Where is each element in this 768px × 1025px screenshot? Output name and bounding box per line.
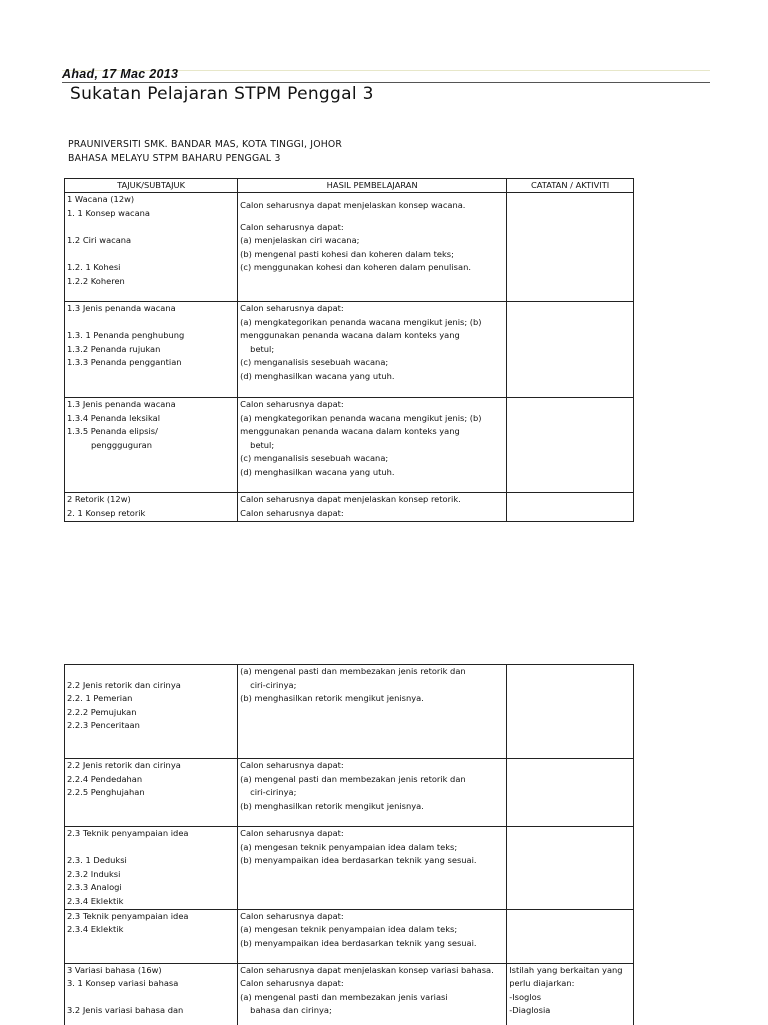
outcome-line: ciri-cirinya; [250,679,297,690]
topic-line: 1.2.2 Koheren [67,275,125,286]
outcome-line: betul; [250,439,275,450]
page-title: Sukatan Pelajaran STPM Penggal 3 [70,84,374,104]
topic-line: 1.2 Ciri wacana [67,234,132,245]
notes-cell [507,302,634,398]
outcome-line: (a) mengesan teknik penyampaian idea dalam teks; [240,924,458,935]
outcome-line: Calon seharusnya dapat: [240,303,344,313]
header-topic: TAJUK/SUBTAJUK [65,179,238,193]
outcome-line: betul; [250,343,275,354]
outcome-cell [238,493,507,522]
outcome-cell [238,302,507,398]
topic-line: 2.2.3 Penceritaan [67,720,140,731]
header-notes: CATATAN / AKTIVITI [507,179,634,193]
topic-line: 2.3.2 Induksi [67,868,121,879]
topic-line: 2.3.4 Eklektik [67,924,124,935]
topic-line: 2.3 Teknik penyampaian idea [67,828,189,838]
notes-cell [507,493,634,522]
topic-line: 1. 1 Konsep wacana [67,207,151,218]
notes-line: Istilah yang berkaitan yang [509,964,623,975]
outcome-line: (a) mengkategorikan penanda wacana mengikut jenis; (b) [240,316,482,327]
outcome-line: Calon seharusnya dapat menjelaskan konsep variasi bahasa. [240,964,494,975]
header-outcome: HASIL PEMBELAJARAN [238,179,507,193]
table-row [65,963,634,1025]
outcome-line: menggunakan penanda wacana dalam konteks yang [240,426,460,437]
outcome-line: (a) mengesan teknik penyampaian idea dalam teks; [240,841,458,852]
topic-line: 2.3.4 Eklektik [67,895,124,906]
topic-line: 1.3 Jenis penanda wacana [67,399,176,409]
outcome-line: menggunakan penanda wacana dalam konteks yang [240,330,460,341]
topic-cell [65,398,238,493]
topic-line: 1.2. 1 Kohesi [67,261,121,272]
topic-line: 2.2. 1 Pemerian [67,693,133,704]
topic-line: 2.2.2 Pemujukan [67,706,137,717]
outcome-line: Calon seharusnya dapat: [240,399,344,409]
outcome-line: Calon seharusnya dapat menjelaskan konsep wacana. [240,200,466,210]
notes-cell [507,909,634,963]
outcome-line: (b) mengenal pasti kohesi dan koheren dalam teks; [240,248,454,259]
table-row [65,302,634,398]
topic-line: 2.3.3 Analogi [67,882,122,893]
topic-line: 3 Variasi bahasa (16w) [67,964,162,975]
table-row [65,665,634,759]
topic-line: 2 Retorik (12w) [67,494,131,504]
outcome-cell [238,963,507,1025]
topic-cell [65,493,238,522]
outcome-cell [238,398,507,493]
table-row [65,493,634,522]
topic-cell [65,193,238,302]
topic-line: 1.3.3 Penanda penggantian [67,357,182,368]
outcome-line: Calon seharusnya dapat menjelaskan konsep retorik. [240,494,461,504]
outcome-line: (d) menghasilkan wacana yang utuh. [240,370,395,381]
outcome-line: (d) menghasilkan wacana yang utuh. [240,466,395,477]
topic-line: 1.3.2 Penanda rujukan [67,343,161,354]
table-header-row [65,179,634,193]
topic-line: 1.3.5 Penanda elipsis/ [67,426,158,437]
topic-line: 2.2.4 Pendedahan [67,773,143,784]
outcome-cell [238,827,507,910]
notes-cell [507,759,634,827]
outcome-line: bahasa dan cirinya; [250,1005,332,1016]
topic-line: 2.2 Jenis retorik dan cirinya [67,760,181,770]
outcome-line: (b) menghasilkan retorik mengikut jenisnya. [240,800,424,811]
table-row [65,193,634,302]
outcome-line: (a) mengkategorikan penanda wacana mengikut jenis; (b) [240,412,482,423]
outcome-line: Calon seharusnya dapat: [240,221,344,232]
topic-cell [65,827,238,910]
topic-line: 3.2 Jenis variasi bahasa dan [67,1005,184,1016]
topic-line: 2.3. 1 Deduksi [67,855,127,866]
outcome-cell [238,193,507,302]
table-row [65,398,634,493]
topic-line: 2.2.5 Penghujahan [67,787,145,798]
subject-name: BAHASA MELAYU STPM BAHARU PENGGAL 3 [68,153,281,164]
notes-line: -Diaglosia [509,1005,551,1016]
outcome-line: ciri-cirinya; [250,787,297,798]
topic-line: 2.2 Jenis retorik dan cirinya [67,679,181,690]
outcome-line: (b) menyampaikan idea berdasarkan teknik yang sesuai. [240,855,477,866]
outcome-line: (a) mengenal pasti dan membezakan jenis retorik dan [240,666,466,676]
topic-cell [65,302,238,398]
outcome-line: Calon seharusnya dapat: [240,760,344,770]
topic-cell [65,759,238,827]
topic-line: 1.3. 1 Penanda penghubung [67,330,185,341]
notes-line: perlu diajarkan: [509,978,575,989]
school-name: PRAUNIVERSITI SMK. BANDAR MAS, KOTA TINGGI, JOHOR [68,139,343,150]
notes-cell [507,193,634,302]
notes-cell [507,827,634,910]
topic-line: 1 Wacana (12w) [67,194,135,204]
topic-line: penggguguran [91,439,152,450]
topic-cell [65,963,238,1025]
outcome-line: Calon seharusnya dapat: [240,828,344,838]
topic-line: 1.3.4 Penanda leksikal [67,412,161,423]
outcome-line: (a) menjelaskan ciri wacana; [240,235,360,246]
outcome-line: (b) menyampaikan idea berdasarkan teknik yang sesuai. [240,937,477,948]
notes-cell [507,398,634,493]
outcome-cell [238,909,507,963]
outcome-line: Calon seharusnya dapat: [240,910,344,921]
notes-cell [507,963,634,1025]
topic-cell [65,665,238,759]
topic-line: 3. 1 Konsep variasi bahasa [67,978,179,989]
document-date: Ahad, 17 Mac 2013 [62,67,179,81]
table-row [65,909,634,963]
outcome-cell [238,665,507,759]
outcome-line: (a) mengenal pasti dan membezakan jenis variasi [240,991,448,1002]
table-row [65,759,634,827]
table-row [65,827,634,910]
outcome-line: Calon seharusnya dapat: [240,507,344,518]
header-rule [62,82,710,83]
topic-line: 2.3 Teknik penyampaian idea [67,910,189,921]
topic-line: 1.3 Jenis penanda wacana [67,303,176,313]
outcome-line: Calon seharusnya dapat: [240,978,344,989]
outcome-line: (b) menghasilkan retorik mengikut jenisnya. [240,693,424,704]
topic-cell [65,909,238,963]
outcome-cell [238,759,507,827]
topic-line: 2. 1 Konsep retorik [67,507,146,518]
outcome-line: (c) menggunakan kohesi dan koheren dalam penulisan. [240,262,471,273]
syllabus-table-part1 [64,178,634,522]
notes-cell [507,665,634,759]
syllabus-table-part2 [64,664,634,1025]
notes-line: -Isoglos [509,991,542,1002]
outcome-line: (c) menganalisis sesebuah wacana; [240,453,389,464]
outcome-line: (c) menganalisis sesebuah wacana; [240,357,389,368]
outcome-line: (a) mengenal pasti dan membezakan jenis retorik dan [240,773,466,784]
